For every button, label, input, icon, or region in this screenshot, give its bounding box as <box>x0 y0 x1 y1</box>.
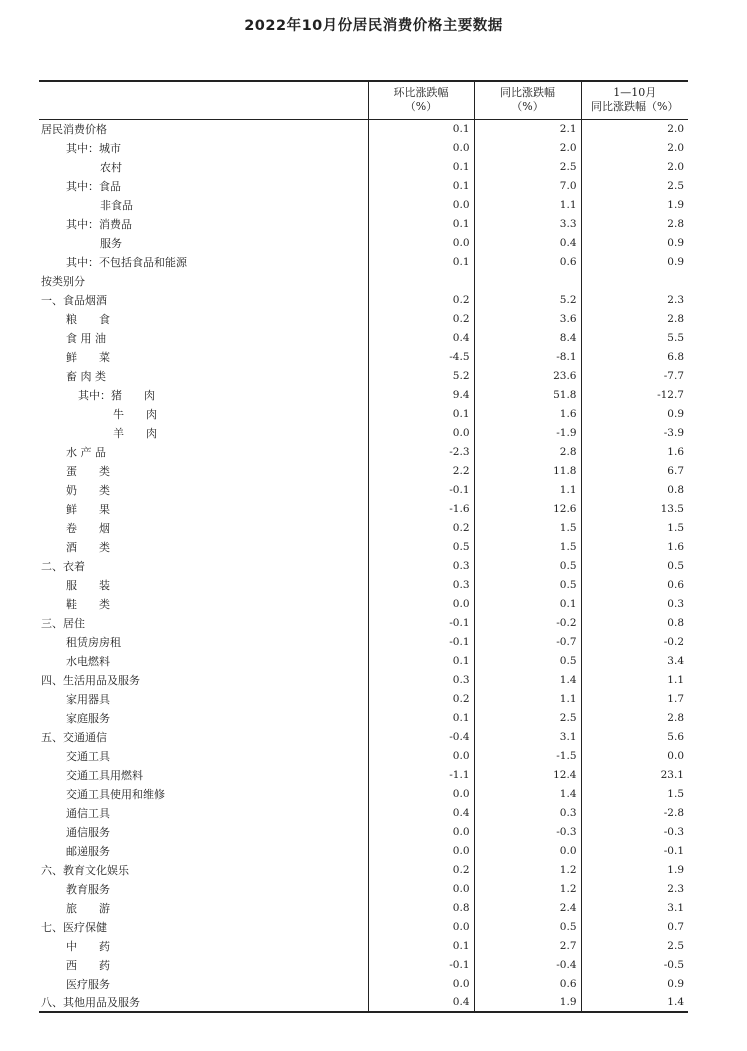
row-yoy-value: 1.1 <box>474 480 581 499</box>
row-label: 教育服务 <box>66 882 110 896</box>
row-label: 一、食品烟酒 <box>41 293 107 307</box>
row-label-cell <box>39 841 368 860</box>
table-row <box>39 974 688 993</box>
row-yoy-value: 51.8 <box>474 385 581 404</box>
table-row <box>39 138 688 157</box>
row-ytd-value: -7.7 <box>581 366 688 385</box>
row-ytd-value: 2.0 <box>581 157 688 176</box>
row-ytd-value: 6.8 <box>581 347 688 366</box>
row-label-cell <box>39 784 368 803</box>
row-mom-value: -0.1 <box>368 632 474 651</box>
row-label-cell <box>39 917 368 936</box>
row-yoy-value: 0.1 <box>474 594 581 613</box>
table-row <box>39 746 688 765</box>
table-row <box>39 594 688 613</box>
row-label: 鞋 类 <box>66 597 110 611</box>
row-label-cell <box>39 575 368 594</box>
row-yoy-value: 3.1 <box>474 727 581 746</box>
table-row <box>39 537 688 556</box>
row-yoy-value: -1.5 <box>474 746 581 765</box>
row-label-cell <box>39 347 368 366</box>
row-label-cell <box>39 290 368 309</box>
row-label: 水电燃料 <box>66 654 110 668</box>
row-label-cell <box>39 860 368 879</box>
header-row <box>39 81 688 119</box>
row-ytd-value: 1.7 <box>581 689 688 708</box>
row-yoy-value: 8.4 <box>474 328 581 347</box>
table-row <box>39 271 688 290</box>
row-yoy-value: 1.5 <box>474 518 581 537</box>
header-item <box>39 81 368 119</box>
row-ytd-value: 2.5 <box>581 176 688 195</box>
row-mom-value: 0.0 <box>368 822 474 841</box>
row-yoy-value: 0.6 <box>474 252 581 271</box>
row-yoy-value: 1.4 <box>474 784 581 803</box>
row-label: 六、教育文化娱乐 <box>41 863 129 877</box>
row-ytd-value: 2.8 <box>581 708 688 727</box>
row-yoy-value: 0.5 <box>474 917 581 936</box>
row-ytd-value: -0.3 <box>581 822 688 841</box>
row-label-cell <box>39 423 368 442</box>
row-mom-value: 0.1 <box>368 176 474 195</box>
row-label-cell <box>39 252 368 271</box>
table-row <box>39 157 688 176</box>
row-ytd-value: 0.9 <box>581 404 688 423</box>
row-label-cell <box>39 765 368 784</box>
row-label: 五、交通通信 <box>41 730 107 744</box>
row-mom-value: 0.2 <box>368 518 474 537</box>
row-label: 其中：不包括食品和能源 <box>66 255 187 269</box>
row-yoy-value: 2.8 <box>474 442 581 461</box>
row-yoy-value: 1.4 <box>474 670 581 689</box>
row-ytd-value: 0.8 <box>581 613 688 632</box>
row-mom-value: 0.0 <box>368 594 474 613</box>
header-mom <box>368 81 474 119</box>
row-label-cell <box>39 955 368 974</box>
row-ytd-value: 1.9 <box>581 195 688 214</box>
table-row <box>39 936 688 955</box>
row-mom-value: 0.4 <box>368 993 474 1012</box>
row-mom-value: 0.0 <box>368 746 474 765</box>
row-yoy-value: 0.5 <box>474 556 581 575</box>
row-yoy-value: 2.4 <box>474 898 581 917</box>
table-row <box>39 822 688 841</box>
row-yoy-value: 1.1 <box>474 195 581 214</box>
row-label: 酒 类 <box>66 540 110 554</box>
row-mom-value: 0.1 <box>368 157 474 176</box>
row-label: 奶 类 <box>66 483 110 497</box>
row-ytd-value: 3.4 <box>581 651 688 670</box>
row-label-cell <box>39 214 368 233</box>
row-label: 畜 肉 类 <box>66 369 106 383</box>
row-ytd-value: 13.5 <box>581 499 688 518</box>
row-label-cell <box>39 157 368 176</box>
row-label-cell <box>39 670 368 689</box>
row-yoy-value: -1.9 <box>474 423 581 442</box>
row-mom-value: 0.1 <box>368 252 474 271</box>
row-label: 牛 肉 <box>113 407 157 421</box>
row-ytd-value: 2.8 <box>581 309 688 328</box>
header-ytd <box>581 81 688 119</box>
row-ytd-value: 2.0 <box>581 138 688 157</box>
table-row <box>39 575 688 594</box>
row-label: 卷 烟 <box>66 521 110 535</box>
row-ytd-value: 0.9 <box>581 252 688 271</box>
row-label-cell <box>39 138 368 157</box>
row-label-cell <box>39 461 368 480</box>
table-row <box>39 385 688 404</box>
table-row <box>39 499 688 518</box>
row-mom-value: 0.0 <box>368 195 474 214</box>
row-label: 居民消费价格 <box>41 122 107 136</box>
row-ytd-value: 1.6 <box>581 442 688 461</box>
row-label: 非食品 <box>100 198 133 212</box>
row-label: 其中：消费品 <box>66 217 132 231</box>
table-row <box>39 119 688 138</box>
row-label-cell <box>39 632 368 651</box>
row-mom-value: 0.4 <box>368 803 474 822</box>
table-row <box>39 442 688 461</box>
row-mom-value: 0.3 <box>368 670 474 689</box>
row-label-cell <box>39 879 368 898</box>
row-yoy-value: 2.5 <box>474 708 581 727</box>
table-row <box>39 518 688 537</box>
row-ytd-value: 1.6 <box>581 537 688 556</box>
row-label: 食 用 油 <box>66 331 106 345</box>
row-label-cell <box>39 556 368 575</box>
row-ytd-value: 5.5 <box>581 328 688 347</box>
row-ytd-value: 1.5 <box>581 518 688 537</box>
row-label: 交通工具使用和维修 <box>66 787 165 801</box>
row-mom-value <box>368 271 474 290</box>
row-label: 西 药 <box>66 958 110 972</box>
row-ytd-value: 3.1 <box>581 898 688 917</box>
table-row <box>39 214 688 233</box>
header-mom-line1: 环比涨跌幅 <box>393 86 449 100</box>
row-label-cell <box>39 385 368 404</box>
row-mom-value: 5.2 <box>368 366 474 385</box>
row-label: 羊 肉 <box>113 426 157 440</box>
row-label-cell <box>39 613 368 632</box>
row-yoy-value: -0.2 <box>474 613 581 632</box>
row-ytd-value: 0.5 <box>581 556 688 575</box>
row-mom-value: 9.4 <box>368 385 474 404</box>
row-yoy-value: -8.1 <box>474 347 581 366</box>
row-yoy-value <box>474 271 581 290</box>
row-yoy-value: 1.9 <box>474 993 581 1012</box>
table-row <box>39 727 688 746</box>
row-yoy-value: 3.3 <box>474 214 581 233</box>
row-ytd-value: 1.9 <box>581 860 688 879</box>
row-ytd-value: -0.5 <box>581 955 688 974</box>
table-row <box>39 404 688 423</box>
row-mom-value: 0.2 <box>368 309 474 328</box>
row-label: 交通工具用燃料 <box>66 768 143 782</box>
table-row <box>39 176 688 195</box>
row-mom-value: 0.1 <box>368 404 474 423</box>
row-ytd-value: 1.4 <box>581 993 688 1012</box>
row-label: 旅 游 <box>66 901 110 915</box>
table-row <box>39 347 688 366</box>
row-yoy-value: 0.4 <box>474 233 581 252</box>
row-label: 其中：城市 <box>66 141 121 155</box>
row-mom-value: 2.2 <box>368 461 474 480</box>
table-row <box>39 879 688 898</box>
row-mom-value: -0.1 <box>368 480 474 499</box>
row-yoy-value: 1.6 <box>474 404 581 423</box>
row-ytd-value <box>581 271 688 290</box>
row-label-cell <box>39 803 368 822</box>
row-label: 通信工具 <box>66 806 110 820</box>
row-label: 邮递服务 <box>66 844 110 858</box>
row-mom-value: 0.3 <box>368 575 474 594</box>
table-row <box>39 803 688 822</box>
row-yoy-value: 1.5 <box>474 537 581 556</box>
row-label-cell <box>39 993 368 1012</box>
table-row <box>39 328 688 347</box>
table-row <box>39 195 688 214</box>
row-mom-value: 0.0 <box>368 423 474 442</box>
header-mom-line2: （%） <box>404 100 438 114</box>
row-label: 租赁房房租 <box>66 635 121 649</box>
row-ytd-value: 23.1 <box>581 765 688 784</box>
row-label-cell <box>39 271 368 290</box>
row-label: 医疗服务 <box>66 977 110 991</box>
row-label: 粮 食 <box>66 312 110 326</box>
table-row <box>39 860 688 879</box>
row-yoy-value: 11.8 <box>474 461 581 480</box>
row-ytd-value: 0.6 <box>581 575 688 594</box>
row-yoy-value: -0.4 <box>474 955 581 974</box>
row-yoy-value: 0.3 <box>474 803 581 822</box>
row-mom-value: 0.5 <box>368 537 474 556</box>
row-label: 蛋 类 <box>66 464 110 478</box>
row-yoy-value: 0.5 <box>474 575 581 594</box>
row-label-cell <box>39 119 368 138</box>
row-ytd-value: 2.8 <box>581 214 688 233</box>
row-mom-value: -2.3 <box>368 442 474 461</box>
row-ytd-value: 0.9 <box>581 974 688 993</box>
row-label: 二、衣着 <box>41 559 85 573</box>
row-label: 八、其他用品及服务 <box>41 996 140 1009</box>
row-yoy-value: 1.1 <box>474 689 581 708</box>
row-yoy-value: 7.0 <box>474 176 581 195</box>
row-label: 通信服务 <box>66 825 110 839</box>
row-label-cell <box>39 366 368 385</box>
row-ytd-value: 0.3 <box>581 594 688 613</box>
row-mom-value: 0.0 <box>368 879 474 898</box>
row-label: 其中：猪 肉 <box>78 388 155 402</box>
table-row <box>39 898 688 917</box>
row-label-cell <box>39 233 368 252</box>
row-mom-value: 0.0 <box>368 233 474 252</box>
table-row <box>39 784 688 803</box>
row-yoy-value: 3.6 <box>474 309 581 328</box>
table-row <box>39 841 688 860</box>
row-label: 鲜 果 <box>66 502 110 516</box>
row-label-cell <box>39 594 368 613</box>
row-yoy-value: 12.6 <box>474 499 581 518</box>
row-yoy-value: -0.3 <box>474 822 581 841</box>
row-ytd-value: 0.7 <box>581 917 688 936</box>
table-row <box>39 632 688 651</box>
row-yoy-value: 23.6 <box>474 366 581 385</box>
table-row <box>39 651 688 670</box>
row-yoy-value: 5.2 <box>474 290 581 309</box>
table-row <box>39 556 688 575</box>
row-label-cell <box>39 176 368 195</box>
row-ytd-value: -3.9 <box>581 423 688 442</box>
row-mom-value: 0.3 <box>368 556 474 575</box>
table-row <box>39 670 688 689</box>
row-mom-value: 0.2 <box>368 689 474 708</box>
row-mom-value: 0.0 <box>368 784 474 803</box>
table-row <box>39 765 688 784</box>
row-label: 水 产 品 <box>66 445 106 459</box>
table-header <box>39 81 688 119</box>
row-yoy-value: 0.0 <box>474 841 581 860</box>
row-mom-value: -1.6 <box>368 499 474 518</box>
row-label-cell <box>39 651 368 670</box>
row-label: 三、居住 <box>41 616 85 630</box>
row-label-cell <box>39 518 368 537</box>
row-mom-value: -0.4 <box>368 727 474 746</box>
table-row <box>39 689 688 708</box>
row-label-cell <box>39 309 368 328</box>
row-mom-value: 0.2 <box>368 290 474 309</box>
table-row <box>39 993 688 1012</box>
row-mom-value: 0.1 <box>368 651 474 670</box>
row-label-cell <box>39 442 368 461</box>
row-label-cell <box>39 974 368 993</box>
row-mom-value: 0.8 <box>368 898 474 917</box>
row-label-cell <box>39 727 368 746</box>
row-label: 中 药 <box>66 939 110 953</box>
header-ytd-line1: 1—10月 <box>613 86 657 100</box>
row-yoy-value: 2.1 <box>474 119 581 138</box>
cpi-table <box>39 80 688 1013</box>
row-label-cell <box>39 499 368 518</box>
row-mom-value: 0.1 <box>368 936 474 955</box>
table-row <box>39 233 688 252</box>
row-ytd-value: 0.8 <box>581 480 688 499</box>
row-ytd-value: -12.7 <box>581 385 688 404</box>
table-row <box>39 366 688 385</box>
table-row <box>39 290 688 309</box>
row-ytd-value: -2.8 <box>581 803 688 822</box>
row-mom-value: 0.2 <box>368 860 474 879</box>
table-row <box>39 480 688 499</box>
row-ytd-value: 0.0 <box>581 746 688 765</box>
row-yoy-value: 12.4 <box>474 765 581 784</box>
header-ytd-line2: 同比涨跌幅（%） <box>591 100 679 114</box>
table-row <box>39 613 688 632</box>
row-label: 按类别分 <box>41 274 85 288</box>
table-row <box>39 917 688 936</box>
row-label: 家用器具 <box>66 692 110 706</box>
row-label: 服 装 <box>66 578 110 592</box>
row-label-cell <box>39 936 368 955</box>
table-row <box>39 708 688 727</box>
row-ytd-value: -0.1 <box>581 841 688 860</box>
row-label-cell <box>39 537 368 556</box>
row-mom-value: 0.0 <box>368 917 474 936</box>
row-yoy-value: 2.7 <box>474 936 581 955</box>
row-ytd-value: -0.2 <box>581 632 688 651</box>
row-mom-value: -0.1 <box>368 955 474 974</box>
table-row <box>39 461 688 480</box>
header-yoy <box>474 81 581 119</box>
row-yoy-value: 0.5 <box>474 651 581 670</box>
row-ytd-value: 5.6 <box>581 727 688 746</box>
row-label-cell <box>39 689 368 708</box>
row-ytd-value: 6.7 <box>581 461 688 480</box>
table-row <box>39 309 688 328</box>
row-label-cell <box>39 328 368 347</box>
header-yoy-line1: 同比涨跌幅 <box>500 86 555 100</box>
row-label: 四、生活用品及服务 <box>41 673 140 687</box>
page-title: 2022年10月份居民消费价格主要数据 <box>244 18 503 34</box>
row-yoy-value: -0.7 <box>474 632 581 651</box>
row-mom-value: -0.1 <box>368 613 474 632</box>
row-mom-value: 0.4 <box>368 328 474 347</box>
row-label: 其中：食品 <box>66 179 121 193</box>
row-mom-value: 0.1 <box>368 708 474 727</box>
row-mom-value: 0.1 <box>368 119 474 138</box>
row-label-cell <box>39 404 368 423</box>
row-yoy-value: 2.0 <box>474 138 581 157</box>
table-body <box>39 119 688 1012</box>
row-label: 交通工具 <box>66 749 110 763</box>
row-mom-value: -4.5 <box>368 347 474 366</box>
row-ytd-value: 0.9 <box>581 233 688 252</box>
row-label-cell <box>39 898 368 917</box>
row-ytd-value: 1.1 <box>581 670 688 689</box>
row-label-cell <box>39 195 368 214</box>
header-yoy-line2: （%） <box>511 100 544 114</box>
row-label-cell <box>39 480 368 499</box>
row-yoy-value: 1.2 <box>474 860 581 879</box>
table-row <box>39 955 688 974</box>
row-label-cell <box>39 746 368 765</box>
row-label-cell <box>39 708 368 727</box>
row-label: 农村 <box>100 160 122 174</box>
row-label: 鲜 菜 <box>66 350 110 364</box>
row-ytd-value: 2.3 <box>581 879 688 898</box>
row-mom-value: 0.0 <box>368 841 474 860</box>
row-yoy-value: 0.6 <box>474 974 581 993</box>
row-yoy-value: 1.2 <box>474 879 581 898</box>
table-row <box>39 252 688 271</box>
row-ytd-value: 1.5 <box>581 784 688 803</box>
table-row <box>39 423 688 442</box>
row-ytd-value: 2.0 <box>581 119 688 138</box>
row-mom-value: -1.1 <box>368 765 474 784</box>
row-label-cell <box>39 822 368 841</box>
row-label: 七、医疗保健 <box>41 920 107 934</box>
row-yoy-value: 2.5 <box>474 157 581 176</box>
row-mom-value: 0.0 <box>368 138 474 157</box>
row-ytd-value: 2.5 <box>581 936 688 955</box>
row-mom-value: 0.0 <box>368 974 474 993</box>
row-label: 家庭服务 <box>66 711 110 725</box>
row-label: 服务 <box>100 236 122 250</box>
row-ytd-value: 2.3 <box>581 290 688 309</box>
row-mom-value: 0.1 <box>368 214 474 233</box>
